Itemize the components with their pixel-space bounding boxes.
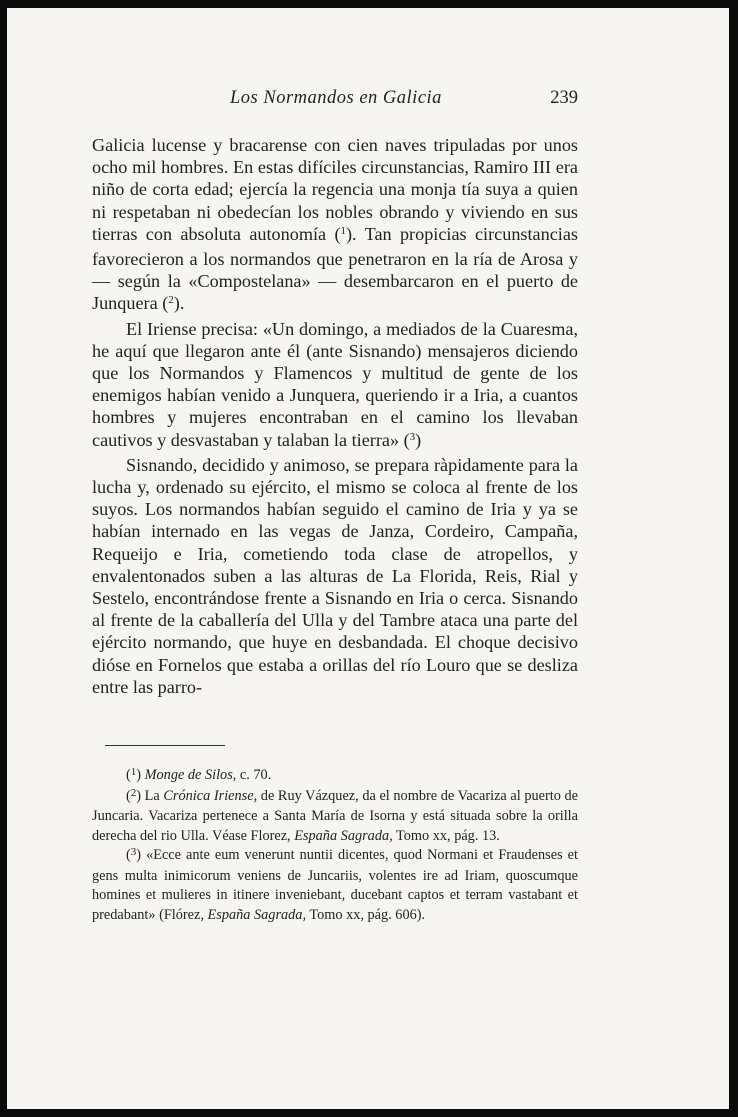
book-page [7,8,729,1109]
paragraph-1-text-c: ). [173,293,185,314]
footnote-ref-1: 1 [340,224,346,237]
paragraph-1-text-b: ). Tan propicias circunstancias favorecieron a los normandos que penetraron en la ría de Arosa y — según la «Compostelana» — desembarcaron en el puerto de Junquera ( [92,223,578,314]
footnote-3: ($^3$) «Ecce ante eum venerunt nuntii dicentes, quod Normani et Fraudenses et gens multa inimicorum veniens de Juncariis, volentes ire ad Iriam, quoscumque homines et mulieres in itinere inveniebant, ducebant captos et terram vastabant et predabant» (Flórez, España Sagrada, Tomo xx, pág. 606). [92,846,578,923]
paragraph-2-text-a: El Iriense precisa: «Un domingo, a mediados de la Cuaresma, he aquí que llegaron ante él (ante Sisnando) mensajeros diciendo que los Normandos y Flamencos y multitud de gente de los enemigos habían venido a Junquera, queriendo ir a Iria, a cuantos hombres y mujeres encontraban en el camino los llevaban cautivos y desvastaban y talaban la tierra» ( [92,318,578,450]
footnote-ref-3: 3 [409,430,416,443]
footnotes [92,766,578,925]
footnote-italic: Monge de Silos, [144,767,237,783]
footnote-italic: Crónica Iriense, [163,787,258,804]
footnote-divider [105,745,225,746]
main-text [92,134,578,698]
footnote-italic: España Sagrada, [207,906,307,923]
paragraph-1 [92,134,578,318]
running-title: Los Normandos en Galicia [230,88,442,108]
footnote-italic: España Sagrada, [294,827,393,844]
paragraph-1-text-a: Galicia lucense y bracarense con cien naves tripuladas por unos ocho mil hombres. En estas difíciles circunstancias, Ramiro III era niño de corta edad; ejercía la regencia una monja tía suya a quien ni respetaban ni obedecían los nobles obrando y viviendo en sus tierras con absoluta autonomía ( [92,135,578,244]
footnote-text: de Ruy Vázquez, da el nombre de Vacariza al puerto de Juncaria. Vacariza pertenece a Santa María de Isorna y está situada sobre la orilla derecha del rio Ulla. Véase Florez, [92,787,579,844]
footnote-text: La [144,787,164,804]
paragraph-2 [92,318,578,454]
footnote-mark: 3 [130,846,137,858]
page-number: 239 [550,88,578,108]
footnote-text: Tomo xx, pág. 13. [392,827,500,844]
footnote-text: c. 70. [236,767,272,783]
footnote-mark: 2 [130,786,137,799]
paragraph-3: Sisnando, decidido y animoso, se prepara ràpidamente para la lucha y, ordenado su ejército, el mismo se coloca al frente de los suyos. Los normandos habían seguido el camino de Iria y ya se habían internado en las vegas de Janza, Cordeiro, Campaña, Requeijo e Iria, cometiendo toda clase de atropellos, y envalentonados suben a las alturas de La Florida, Reis, Rial y Sestelo, encontrándose frente a Sisnando en Iria o cerca. Sisnando al frente de la caballería del Ulla y del Tambre ataca una parte del ejército normando, que huye en desbandada. El choque decisivo dióse en Fornelos que estaba a orillas del río Louro que se desliza entre las parro- [92,454,578,697]
footnote-1: ($^1$) Monge de Silos, c. 70. [126,766,272,783]
paragraph-2-text-b: ) [415,429,422,450]
footnote-mark: 1 [130,766,137,778]
footnote-text: Tomo xx, pág. 606). [306,906,426,923]
footnote-text: «Ecce ante eum venerunt nuntii dicentes, quod Normani et Fraudenses et gens multa inimicorum veniens de Juncariis, volentes ire ad Iriam, quoscumque homines et mulieres in itinere inveniebant, ducebant captos et terram vastabant et predabant» (Flórez, [92,847,578,923]
footnote-ref-2: 2 [168,294,174,307]
footnote-2: ($^2$) La Crónica Iriense, de Ruy Vázquez, da el nombre de Vacariza al puerto de Juncaria. Vacariza pertenece a Santa María de Isorna y está situada sobre la orilla derecha del rio Ulla. Véase Florez, España Sagrada, Tomo xx, pág. 13. [92,786,579,844]
